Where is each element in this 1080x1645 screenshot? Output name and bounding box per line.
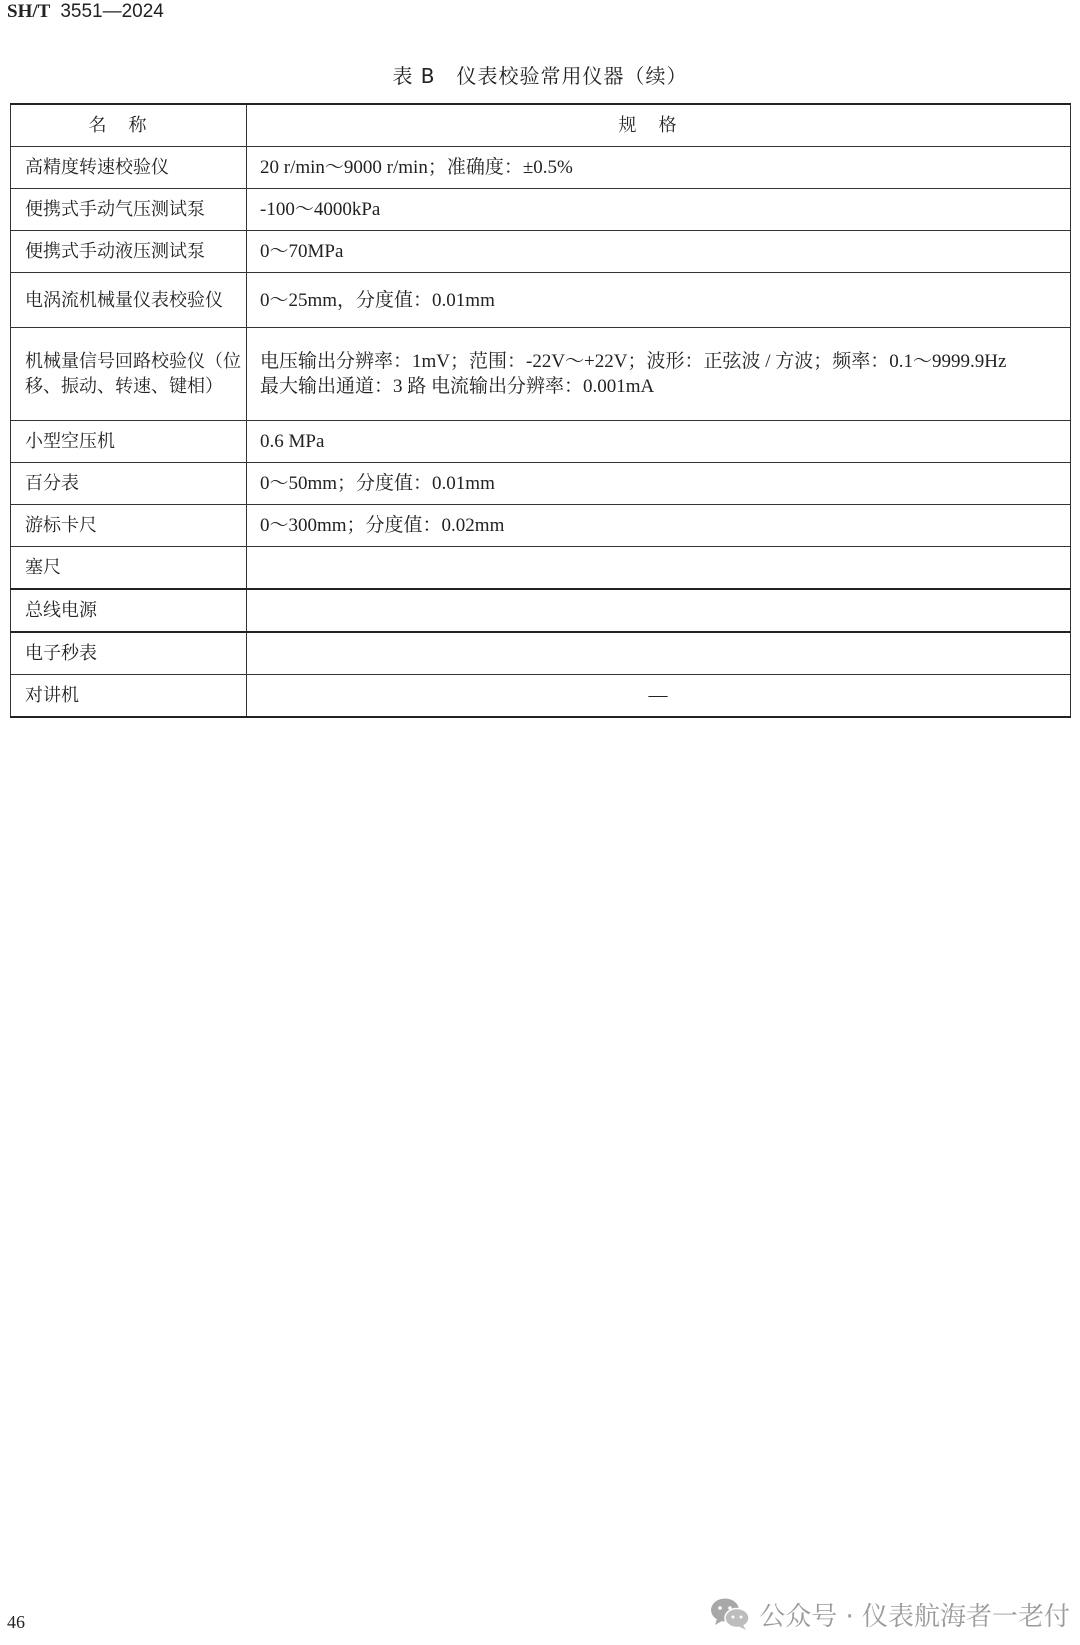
instrument-name: 便携式手动液压测试泵 bbox=[11, 231, 247, 273]
instrument-name: 游标卡尺 bbox=[11, 505, 247, 547]
table-row bbox=[11, 231, 1071, 273]
instrument-spec: 0～50mm；分度值：0.01mm bbox=[247, 463, 1071, 505]
instrument-spec bbox=[247, 632, 1071, 675]
table-row bbox=[11, 547, 1071, 590]
instrument-spec: 20 r/min～9000 r/min；准确度：±0.5% bbox=[247, 147, 1071, 189]
instrument-spec bbox=[247, 547, 1071, 590]
instrument-spec: 0.6 MPa bbox=[247, 421, 1071, 463]
instrument-spec: 0～300mm；分度值：0.02mm bbox=[247, 505, 1071, 547]
instrument-spec bbox=[247, 589, 1071, 632]
watermark-text: 公众号 · 仪表航海者一老付 bbox=[759, 1601, 1070, 1632]
instrument-spec: 0～70MPa bbox=[247, 231, 1071, 273]
instrument-name: 电涡流机械量仪表校验仪 bbox=[11, 273, 247, 328]
instrument-name: 高精度转速校验仪 bbox=[11, 147, 247, 189]
instrument-spec: 电压输出分辨率：1mV；范围：-22V～+22V；波形：正弦波 / 方波；频率：0.1～9999.9Hz 最大输出通道：3 路 电流输出分辨率：0.001mA bbox=[247, 328, 1071, 421]
document-header bbox=[7, 0, 164, 24]
instrument-name: 机械量信号回路校验仪（位移、振动、转速、键相） bbox=[11, 328, 247, 421]
table-row bbox=[11, 421, 1071, 463]
table-row bbox=[11, 632, 1071, 675]
table-row bbox=[11, 589, 1071, 632]
instrument-name: 电子秒表 bbox=[11, 632, 247, 675]
table-row bbox=[11, 189, 1071, 231]
instrument-name: 便携式手动气压测试泵 bbox=[11, 189, 247, 231]
table-row bbox=[11, 328, 1071, 421]
instrument-spec: — bbox=[247, 675, 1071, 718]
watermark bbox=[709, 1592, 1070, 1636]
instrument-name: 对讲机 bbox=[11, 675, 247, 718]
instrument-name: 小型空压机 bbox=[11, 421, 247, 463]
table-row bbox=[11, 505, 1071, 547]
instrument-spec: -100～4000kPa bbox=[247, 189, 1071, 231]
table-row bbox=[11, 463, 1071, 505]
table-title: 表 B 仪表校验常用仪器（续） bbox=[392, 64, 688, 88]
instrument-table bbox=[10, 103, 1071, 718]
table-row bbox=[11, 147, 1071, 189]
instrument-spec: 0～25mm，分度值：0.01mm bbox=[247, 273, 1071, 328]
table-header-row bbox=[11, 104, 1071, 147]
instrument-name: 百分表 bbox=[11, 463, 247, 505]
instrument-name: 塞尺 bbox=[11, 547, 247, 590]
standard-prefix: SH/T bbox=[7, 1, 51, 22]
column-header-name: 名称 bbox=[11, 104, 247, 147]
column-header-spec: 规格 bbox=[247, 104, 1071, 147]
table-row bbox=[11, 675, 1071, 718]
page-number: 46 bbox=[7, 1612, 25, 1632]
instrument-name: 总线电源 bbox=[11, 589, 247, 632]
wechat-icon bbox=[709, 1596, 751, 1632]
table-row bbox=[11, 273, 1071, 328]
standard-number: 3551—2024 bbox=[60, 1, 164, 22]
